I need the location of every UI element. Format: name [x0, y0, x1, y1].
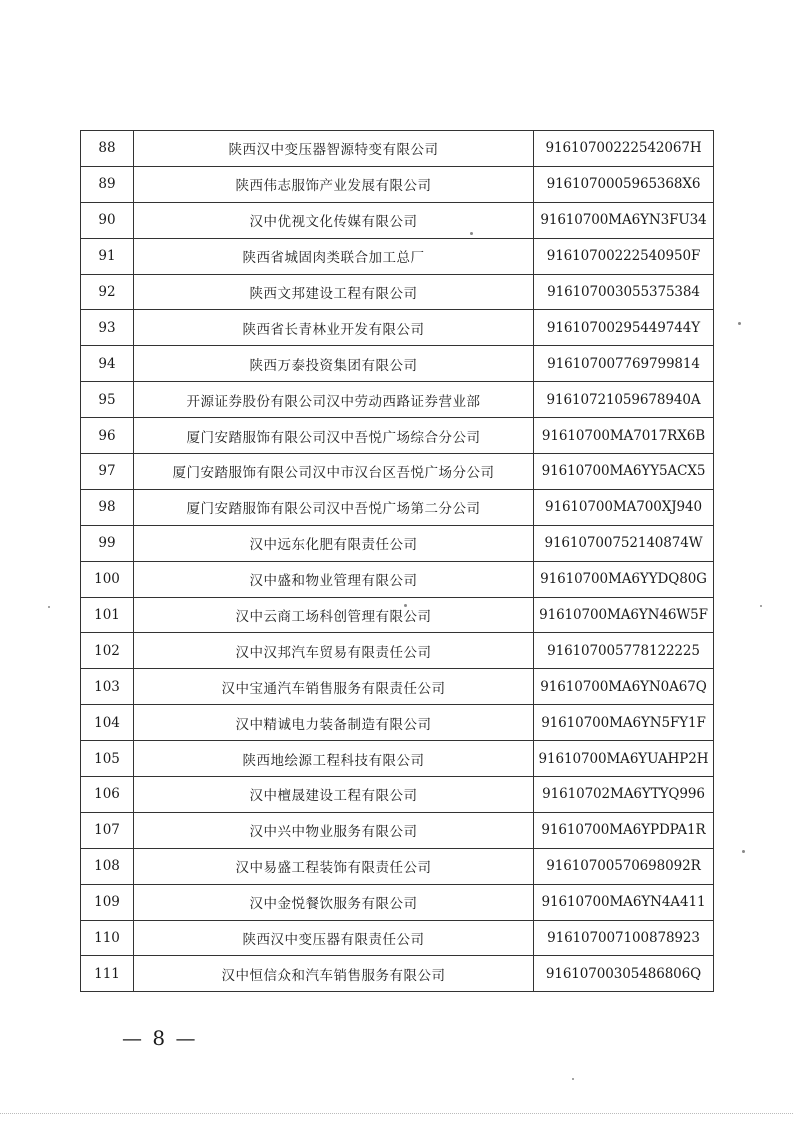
table-row	[81, 454, 714, 490]
company-name: 陕西地绘源工程科技有限公司	[134, 741, 534, 777]
credit-code: 91610700752140874W	[534, 525, 714, 561]
company-name: 厦门安踏服饰有限公司汉中吾悦广场第二分公司	[134, 489, 534, 525]
credit-code: 91610700MA6YN3FU34	[534, 202, 714, 238]
company-name: 汉中云商工场科创管理有限公司	[134, 597, 534, 633]
credit-code: 91610700305486806Q	[534, 956, 714, 992]
scan-speck	[760, 605, 762, 607]
row-number: 102	[81, 633, 134, 669]
table-row	[81, 741, 714, 777]
company-name: 汉中兴中物业服务有限公司	[134, 812, 534, 848]
company-name: 汉中精诚电力装备制造有限公司	[134, 705, 534, 741]
company-name: 汉中盛和物业管理有限公司	[134, 561, 534, 597]
company-name: 汉中汉邦汽车贸易有限责任公司	[134, 633, 534, 669]
company-name: 汉中易盛工程装饰有限责任公司	[134, 848, 534, 884]
credit-code: 91610700MA700XJ940	[534, 489, 714, 525]
company-name: 厦门安踏服饰有限公司汉中市汉台区吾悦广场分公司	[134, 454, 534, 490]
row-number: 93	[81, 310, 134, 346]
row-number: 98	[81, 489, 134, 525]
table-row	[81, 956, 714, 992]
scan-speck	[572, 1078, 574, 1080]
company-name: 汉中宝通汽车销售服务有限责任公司	[134, 669, 534, 705]
credit-code: 91610700MA6YPDPA1R	[534, 812, 714, 848]
table-row	[81, 310, 714, 346]
table-body	[81, 131, 714, 992]
row-number: 100	[81, 561, 134, 597]
company-name: 陕西万泰投资集团有限公司	[134, 346, 534, 382]
table-row	[81, 238, 714, 274]
row-number: 103	[81, 669, 134, 705]
table-row	[81, 274, 714, 310]
credit-code: 916107000596536​8X6	[534, 166, 714, 202]
table-row	[81, 418, 714, 454]
row-number: 90	[81, 202, 134, 238]
credit-code: 91610700MA6YN46W5F	[534, 597, 714, 633]
credit-code: 916107003055375384	[534, 274, 714, 310]
credit-code: 91610700222540950F	[534, 238, 714, 274]
row-number: 101	[81, 597, 134, 633]
table-row	[81, 633, 714, 669]
row-number: 108	[81, 848, 134, 884]
credit-code: 916107005778122225	[534, 633, 714, 669]
table-row	[81, 705, 714, 741]
company-name: 汉中檀晟建设工程有限公司	[134, 777, 534, 813]
row-number: 107	[81, 812, 134, 848]
table-row	[81, 202, 714, 238]
scan-edge-line	[0, 1113, 793, 1114]
credit-code: 91610700MA6YN4A411	[534, 884, 714, 920]
credit-code: 91610702MA6YTYQ996	[534, 777, 714, 813]
row-number: 97	[81, 454, 134, 490]
credit-code: 91610700222542067H	[534, 131, 714, 167]
company-name: 汉中远东化肥有限责任公司	[134, 525, 534, 561]
table-row	[81, 812, 714, 848]
company-name: 陕西省长青林业开发有限公司	[134, 310, 534, 346]
page-number: — 8 —	[122, 1026, 198, 1050]
row-number: 94	[81, 346, 134, 382]
row-number: 104	[81, 705, 134, 741]
table-row	[81, 166, 714, 202]
credit-code: 91610721059678940A	[534, 382, 714, 418]
table-row	[81, 131, 714, 167]
company-name: 陕西文邦建设工程有限公司	[134, 274, 534, 310]
scan-speck	[48, 606, 50, 608]
company-name: 开源证券股份有限公司汉中劳动西路证券营业部	[134, 382, 534, 418]
company-name: 陕西汉中变压器智源特变有限公司	[134, 131, 534, 167]
credit-code: 916107007100878923	[534, 920, 714, 956]
table-row	[81, 597, 714, 633]
credit-code: 91610700570698092R	[534, 848, 714, 884]
credit-code: 91610700295449744Y	[534, 310, 714, 346]
credit-code: 91610700MA6YN5FY1F	[534, 705, 714, 741]
row-number: 111	[81, 956, 134, 992]
company-registry-table	[80, 130, 714, 992]
company-name: 汉中金悦餐饮服务有限公司	[134, 884, 534, 920]
row-number: 96	[81, 418, 134, 454]
credit-code: 91610700MA6YUAHP2H	[534, 741, 714, 777]
row-number: 88	[81, 131, 134, 167]
table-row	[81, 884, 714, 920]
table-row	[81, 489, 714, 525]
row-number: 89	[81, 166, 134, 202]
company-name: 汉中恒信众和汽车销售服务有限公司	[134, 956, 534, 992]
table-row	[81, 920, 714, 956]
row-number: 109	[81, 884, 134, 920]
table-row	[81, 525, 714, 561]
credit-code: 916107007769799814	[534, 346, 714, 382]
row-number: 91	[81, 238, 134, 274]
company-name: 汉中优视文化传媒有限公司	[134, 202, 534, 238]
credit-code: 91610700MA6YY5ACX5	[534, 454, 714, 490]
scan-speck	[742, 850, 745, 853]
company-name: 陕西汉中变压器有限责任公司	[134, 920, 534, 956]
table-row	[81, 777, 714, 813]
row-number: 99	[81, 525, 134, 561]
company-name: 厦门安踏服饰有限公司汉中吾悦广场综合分公司	[134, 418, 534, 454]
table-row	[81, 382, 714, 418]
row-number: 95	[81, 382, 134, 418]
row-number: 106	[81, 777, 134, 813]
credit-code: 91610700MA6YN0A67Q	[534, 669, 714, 705]
credit-code: 91610700MA6YYDQ80G	[534, 561, 714, 597]
row-number: 92	[81, 274, 134, 310]
credit-code: 91610700MA7017RX6B	[534, 418, 714, 454]
row-number: 105	[81, 741, 134, 777]
scan-speck	[470, 232, 473, 235]
company-name: 陕西伟志服饰产业发展有限公司	[134, 166, 534, 202]
scan-speck	[738, 322, 741, 325]
table-row	[81, 848, 714, 884]
table-row	[81, 346, 714, 382]
company-name: 陕西省城固肉类联合加工总厂	[134, 238, 534, 274]
scan-speck	[404, 604, 407, 607]
row-number: 110	[81, 920, 134, 956]
table-row	[81, 561, 714, 597]
table-row	[81, 669, 714, 705]
